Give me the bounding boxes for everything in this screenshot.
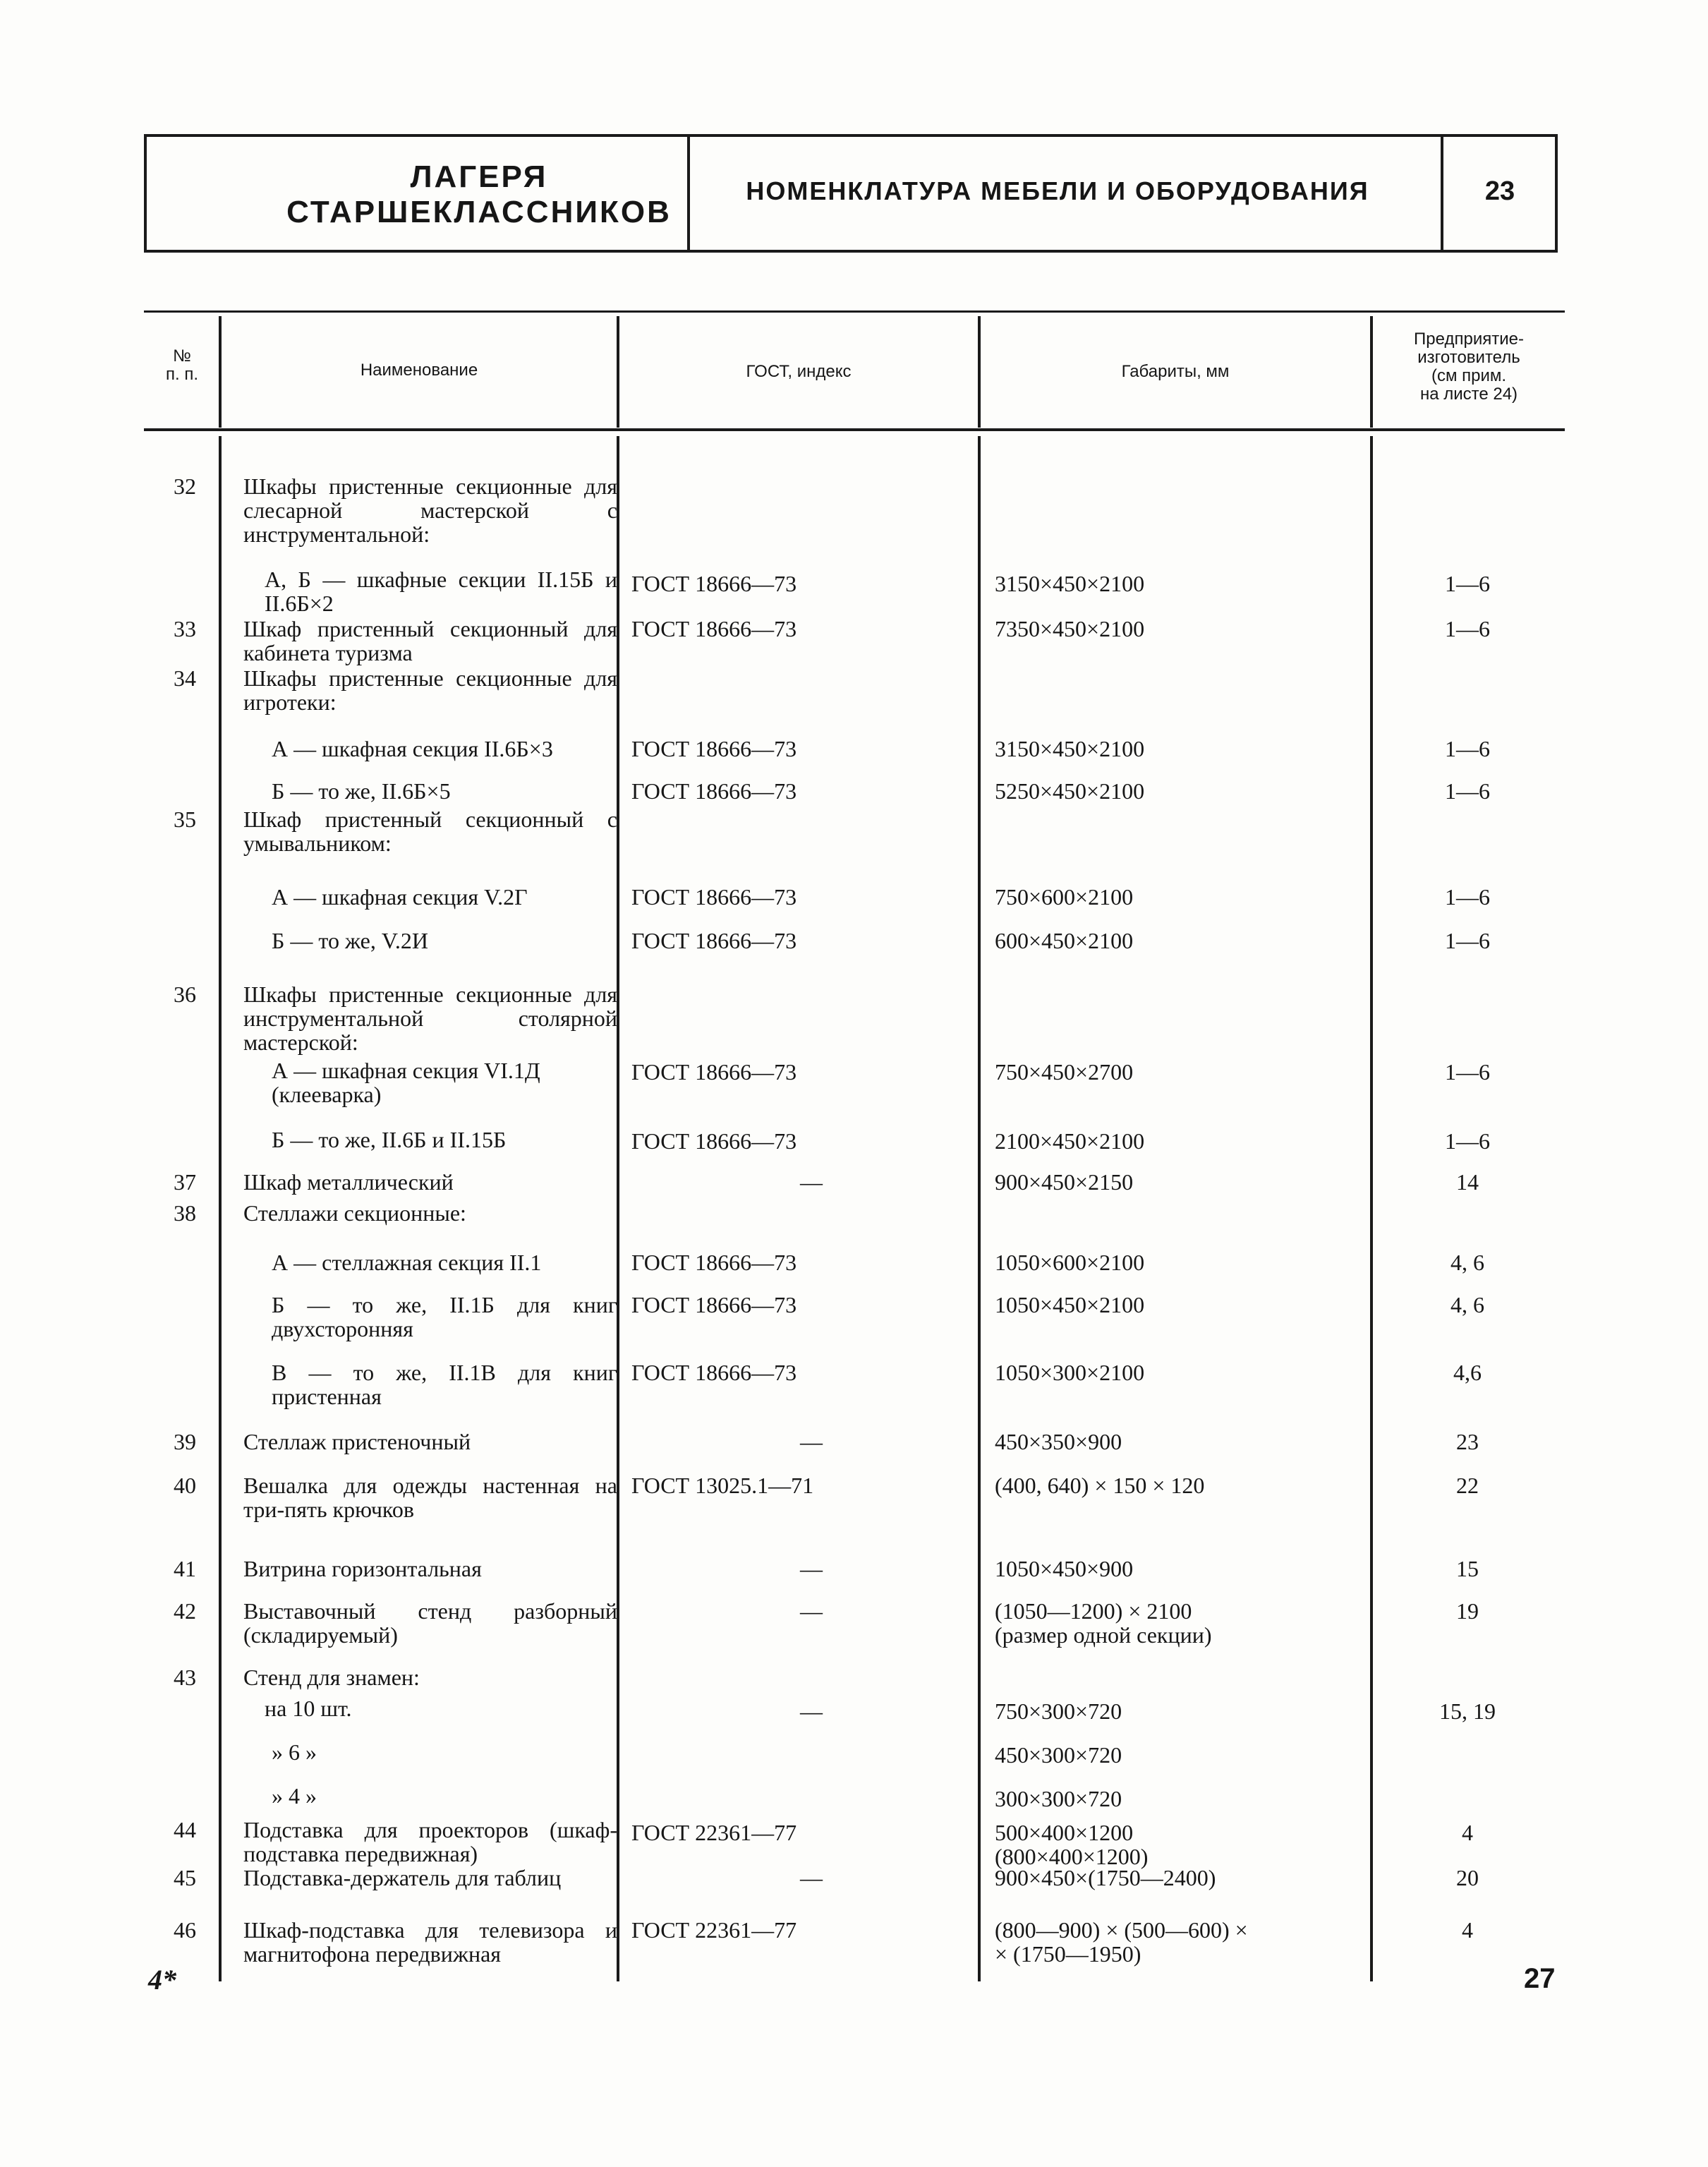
row-name: А — шкафная секция II.6Б×3 xyxy=(272,736,553,761)
row-number: 42 xyxy=(174,1598,196,1624)
row-gost: ГОСТ 18666—73 xyxy=(631,778,797,804)
row-gost: ГОСТ 18666—73 xyxy=(631,1292,797,1317)
row-dimensions: (400, 640) × 150 × 120 xyxy=(995,1473,1205,1498)
row-name: Шкаф пристенный секционный для кабинета туризма xyxy=(243,616,617,665)
signature-mark: 4* xyxy=(148,1964,176,1996)
row-name: А — шкафная секция VI.1Д (клееварка) xyxy=(272,1058,540,1107)
row-name: » 6 » xyxy=(272,1739,317,1765)
row-manufacturer: 1—6 xyxy=(1445,571,1490,596)
row-manufacturer: 22 xyxy=(1456,1473,1479,1498)
row-dimensions: 1050×450×2100 xyxy=(995,1292,1145,1317)
col-header-gost: ГОСТ, индекс xyxy=(746,362,852,381)
row-gost: ГОСТ 18666—73 xyxy=(631,616,797,641)
row-gost: ГОСТ 18666—73 xyxy=(631,1360,797,1385)
row-number: 43 xyxy=(174,1665,196,1690)
row-name: Стенд для знамен: xyxy=(243,1665,420,1690)
row-manufacturer: 1—6 xyxy=(1445,884,1490,910)
row-name: Б — то же, II.1Б для книг двухсторонняя xyxy=(272,1292,617,1341)
row-dimensions: 3150×450×2100 xyxy=(995,736,1145,761)
row-name: Шкафы пристенные секционные для инструментальной столярной мастерской: xyxy=(243,982,617,1055)
row-number: 41 xyxy=(174,1556,196,1581)
row-gost: ГОСТ 18666—73 xyxy=(631,1250,797,1275)
row-manufacturer: 4,6 xyxy=(1453,1360,1482,1385)
row-number: 46 xyxy=(174,1917,196,1943)
col-header-name: Наименование xyxy=(360,361,478,380)
row-name: А — стеллажная секция II.1 xyxy=(272,1250,542,1275)
row-dimensions: 750×450×2700 xyxy=(995,1059,1134,1085)
row-number: 44 xyxy=(174,1817,196,1842)
col-header-num: № п. п. xyxy=(166,346,198,384)
row-number: 36 xyxy=(174,982,196,1007)
row-name: на 10 шт. xyxy=(265,1696,352,1721)
row-dimensions: 7350×450×2100 xyxy=(995,616,1145,641)
row-name: Витрина горизонтальная xyxy=(243,1556,482,1581)
row-name: Шкаф пристенный секционный с умывальником: xyxy=(243,807,617,856)
header-bottom-rule xyxy=(144,428,1565,431)
row-number: 32 xyxy=(174,473,196,499)
row-dimensions: 900×450×2150 xyxy=(995,1169,1134,1195)
sheet-number: 23 xyxy=(1484,176,1515,206)
row-dimensions: (800—900) × (500—600) × × (1750—1950) xyxy=(995,1917,1248,1967)
row-name: » 4 » xyxy=(272,1783,317,1809)
row-manufacturer: 14 xyxy=(1456,1169,1479,1195)
row-dimensions: 600×450×2100 xyxy=(995,928,1134,953)
row-number: 45 xyxy=(174,1865,196,1890)
row-number: 40 xyxy=(174,1473,196,1498)
row-name: Выставочный стенд разборный (складируемый) xyxy=(243,1598,617,1648)
row-dimensions: 1050×300×2100 xyxy=(995,1360,1145,1385)
row-name: Вешалка для одежды настенная на три-пять крючков xyxy=(243,1473,617,1522)
row-name: Б — то же, V.2И xyxy=(272,928,428,953)
row-dimensions: 500×400×1200 (800×400×1200) xyxy=(995,1820,1149,1869)
table-top-rule xyxy=(144,310,1565,313)
row-dimensions: 5250×450×2100 xyxy=(995,778,1145,804)
row-dimensions: 750×600×2100 xyxy=(995,884,1134,910)
row-name: Б — то же, II.6Б и II.15Б xyxy=(272,1127,507,1152)
row-number: 38 xyxy=(174,1200,196,1226)
row-gost: ГОСТ 18666—73 xyxy=(631,1059,797,1085)
row-name: В — то же, II.1В для книг пристенная xyxy=(272,1360,617,1409)
title-line-2: СТАРШЕКЛАССНИКОВ xyxy=(286,195,672,229)
row-manufacturer: 4, 6 xyxy=(1450,1250,1484,1275)
row-manufacturer: 23 xyxy=(1456,1429,1479,1454)
page-number: 27 xyxy=(1524,1963,1556,1994)
row-name: Б — то же, II.6Б×5 xyxy=(272,778,451,804)
row-number: 39 xyxy=(174,1429,196,1454)
row-gost: ГОСТ 18666—73 xyxy=(631,1128,797,1154)
row-name: Стеллаж пристеночный xyxy=(243,1429,471,1454)
title-line-1: ЛАГЕРЯ xyxy=(410,159,548,194)
row-dimensions: 2100×450×2100 xyxy=(995,1128,1145,1154)
row-gost: ГОСТ 18666—73 xyxy=(631,736,797,761)
row-gost: — xyxy=(800,1169,823,1195)
row-gost: — xyxy=(800,1429,823,1454)
col-header-dims: Габариты, мм xyxy=(1121,362,1230,381)
row-name: А — шкафная секция V.2Г xyxy=(272,884,528,910)
row-dimensions: 900×450×(1750—2400) xyxy=(995,1865,1216,1890)
row-number: 34 xyxy=(174,665,196,691)
row-dimensions: 3150×450×2100 xyxy=(995,571,1145,596)
col-header-manufacturer: Предприятие- изготовитель (см прим. на листе 24) xyxy=(1414,330,1524,404)
row-gost: ГОСТ 22361—77 xyxy=(631,1820,797,1845)
row-manufacturer: 1—6 xyxy=(1445,1059,1490,1085)
row-dimensions: 1050×600×2100 xyxy=(995,1250,1145,1275)
row-dimensions: 750×300×720 xyxy=(995,1698,1122,1724)
row-dimensions: 450×350×900 xyxy=(995,1429,1122,1454)
row-dimensions: 450×300×720 xyxy=(995,1742,1122,1768)
row-name: Шкафы пристенные секционные для игротеки: xyxy=(243,665,617,715)
row-manufacturer: 1—6 xyxy=(1445,1128,1490,1154)
row-name: Стеллажи секционные: xyxy=(243,1200,466,1226)
row-number: 35 xyxy=(174,807,196,832)
row-name: Шкаф металлический xyxy=(243,1169,454,1195)
row-number: 33 xyxy=(174,616,196,641)
row-manufacturer: 4, 6 xyxy=(1450,1292,1484,1317)
row-gost: — xyxy=(800,1698,823,1724)
row-name: Шкаф-подставка для телевизора и магнитофона передвижная xyxy=(243,1917,617,1967)
row-number: 37 xyxy=(174,1169,196,1195)
row-gost: ГОСТ 13025.1—71 xyxy=(631,1473,814,1498)
row-name: Шкафы пристенные секционные для слесарной мастерской с инструментальной: xyxy=(243,473,617,547)
document-subtitle: НОМЕНКЛАТУРА МЕБЕЛИ И ОБОРУДОВАНИЯ xyxy=(746,176,1369,205)
row-gost: ГОСТ 18666—73 xyxy=(631,571,797,596)
row-gost: — xyxy=(800,1865,823,1890)
row-manufacturer: 1—6 xyxy=(1445,736,1490,761)
row-name: А, Б — шкафные секции II.15Б и II.6Б×2 xyxy=(265,567,617,616)
row-manufacturer: 1—6 xyxy=(1445,778,1490,804)
row-dimensions: 1050×450×900 xyxy=(995,1556,1134,1581)
row-manufacturer: 15 xyxy=(1456,1556,1479,1581)
row-manufacturer: 1—6 xyxy=(1445,616,1490,641)
row-gost: ГОСТ 22361—77 xyxy=(631,1917,797,1943)
col-divider xyxy=(978,436,981,1981)
row-gost: — xyxy=(800,1556,823,1581)
row-manufacturer: 4 xyxy=(1462,1917,1473,1943)
row-manufacturer: 15, 19 xyxy=(1439,1698,1496,1724)
row-name: Подставка для проекторов (шкаф-подставка передвижная) xyxy=(243,1817,617,1866)
row-manufacturer: 4 xyxy=(1462,1820,1473,1845)
row-gost: ГОСТ 18666—73 xyxy=(631,884,797,910)
row-dimensions: (1050—1200) × 2100 (размер одной секции) xyxy=(995,1598,1212,1648)
row-dimensions: 300×300×720 xyxy=(995,1786,1122,1811)
row-manufacturer: 20 xyxy=(1456,1865,1479,1890)
row-manufacturer: 19 xyxy=(1456,1598,1479,1624)
row-manufacturer: 1—6 xyxy=(1445,928,1490,953)
row-gost: — xyxy=(800,1598,823,1624)
row-gost: ГОСТ 18666—73 xyxy=(631,928,797,953)
row-name: Подставка-держатель для таблиц xyxy=(243,1865,562,1890)
